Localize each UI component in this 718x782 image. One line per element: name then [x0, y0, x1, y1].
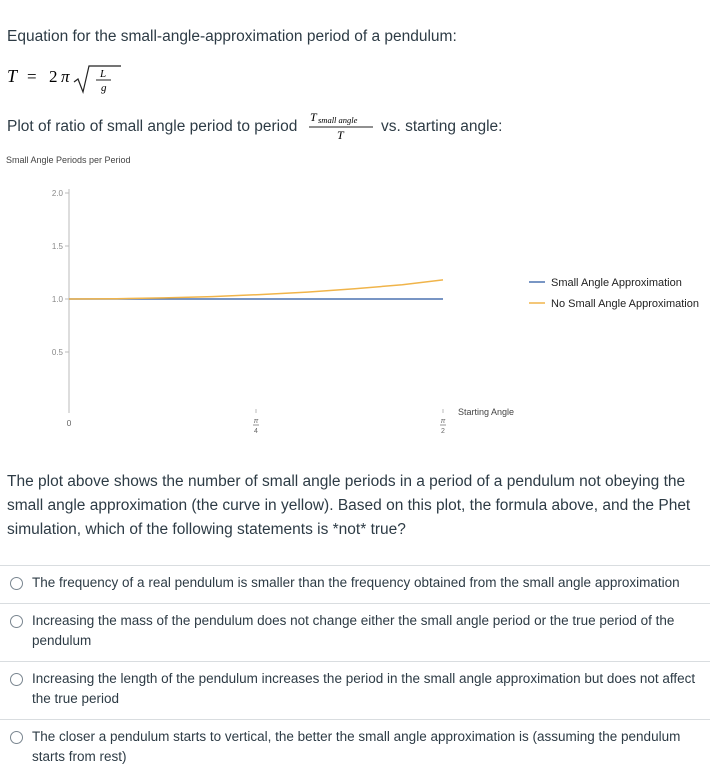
answer-option-3[interactable] — [0, 661, 710, 720]
x-tick-label-0: 0 — [66, 418, 72, 428]
formula-pi: π — [61, 67, 70, 86]
radio-button-3[interactable] — [10, 673, 23, 686]
ratio-fraction — [308, 108, 374, 144]
answer-option-1[interactable] — [0, 565, 710, 604]
answer-option-text-3: Increasing the length of the pendulum increases the period in the small angle approximation but does not affect the true period — [32, 671, 696, 706]
ratio-chart — [0, 145, 718, 445]
chart-axes — [52, 189, 446, 435]
y-tick-label-1: 1.5 — [51, 242, 63, 251]
legend — [529, 277, 699, 310]
question-paragraph: The plot above shows the number of small angle periods in a period of a pendulum not obeying the small angle approximation (the curve in yellow). Based on this plot, the formula above, and the Phet simulation, which of the following statements is *not* true? — [7, 473, 691, 538]
formula-num: L — [100, 68, 107, 80]
radio-button-1[interactable] — [10, 577, 23, 590]
answer-option-text-4: The closer a pendulum starts to vertical, the better the small angle approximation is (assuming the pendulum starts from rest) — [32, 729, 681, 764]
answer-option-text-2: Increasing the mass of the pendulum does not change either the small angle period or the true period of the pendulum — [32, 613, 675, 648]
intro-text: Equation for the small-angle-approximation period of a pendulum: — [7, 28, 457, 45]
ratio-num-base: T — [310, 110, 317, 124]
answer-option-4[interactable] — [0, 719, 710, 782]
formula-lhs: T — [7, 66, 18, 86]
plot-caption: Plot of ratio of small angle period to period — [7, 118, 298, 135]
x-tick-label-num-2: π — [440, 418, 446, 425]
formula-eq: = — [27, 67, 37, 86]
plot-caption-end: vs. starting angle: — [381, 118, 503, 135]
sqrt-symbol — [74, 66, 121, 92]
radio-button-2[interactable] — [10, 615, 23, 628]
legend-label-small-angle: Small Angle Approximation — [551, 277, 682, 289]
answer-option-2[interactable] — [0, 603, 710, 662]
ratio-num-sub: small angle — [318, 115, 358, 125]
formula-den: g — [101, 82, 107, 94]
chart-title: Small Angle Periods per Period — [6, 155, 131, 165]
radio-button-4[interactable] — [10, 731, 23, 744]
series-line-no-small-angle — [69, 280, 443, 299]
ratio-den: T — [337, 128, 344, 142]
formula-coef: 2 — [49, 67, 58, 86]
y-tick-label-3: 0.5 — [51, 348, 63, 357]
x-tick-label-den-1: 4 — [254, 428, 258, 435]
x-tick-label-den-2: 2 — [441, 428, 445, 435]
legend-label-no-small-angle: No Small Angle Approximation — [551, 298, 699, 310]
y-tick-label-2: 1.0 — [51, 295, 63, 304]
answer-option-text-1: The frequency of a real pendulum is smaller than the frequency obtained from the small angle approximation — [32, 575, 680, 590]
chart-lines — [69, 280, 443, 299]
y-tick-label-0: 2.0 — [51, 189, 63, 198]
period-formula — [7, 60, 147, 100]
x-tick-label-num-1: π — [253, 418, 259, 425]
x-axis-label: Starting Angle — [458, 407, 515, 417]
